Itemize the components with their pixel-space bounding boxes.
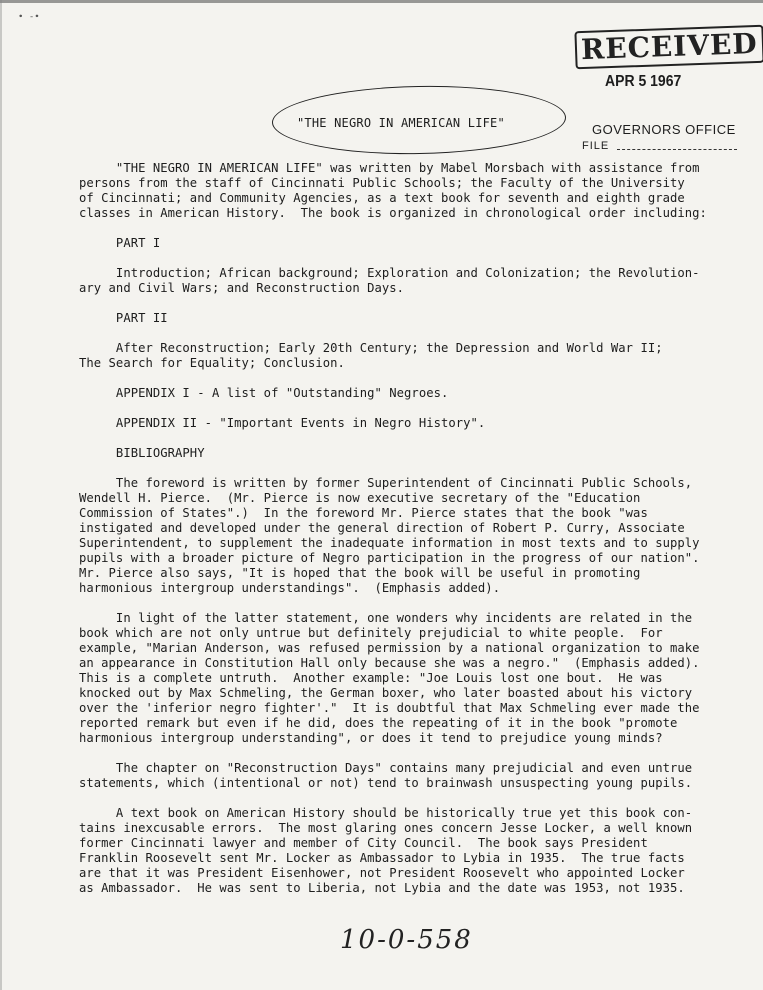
- body-line: of Cincinnati; and Community Agencies, as a text book for seventh and eighth grade: [79, 191, 685, 205]
- body-line: statements, which (intentional or not) tend to brainwash unsuspecting young pupils.: [79, 776, 693, 790]
- body-line: knocked out by Max Schmeling, the German boxer, who later boasted about his victory: [79, 686, 693, 700]
- body-line: [79, 596, 719, 611]
- body-line: BIBLIOGRAPHY: [79, 446, 205, 460]
- body-line: classes in American History. The book is organized in chronological order including:: [79, 206, 707, 220]
- body-line: [79, 221, 719, 236]
- body-line: an appearance in Constitution Hall only because she was a negro." (Emphasis added).: [79, 656, 700, 670]
- scan-left-edge: [0, 0, 2, 990]
- body-line: book which are not only untrue but definitely prejudicial to white people. For: [79, 626, 663, 640]
- body-line: The foreword is written by former Superintendent of Cincinnati Public Schools,: [79, 476, 693, 490]
- stamp-date: APR 5 1967: [605, 70, 682, 90]
- body-line: [79, 401, 719, 416]
- scan-marks: ∙ ‐∙: [18, 12, 40, 22]
- body-line: Commission of States".) In the foreword Mr. Pierce states that the book "was: [79, 506, 648, 520]
- body-line: over the 'inferior negro fighter'." It is doubtful that Max Schmeling ever made the: [79, 701, 700, 715]
- document-title: "THE NEGRO IN AMERICAN LIFE": [297, 116, 505, 130]
- body-line: pupils with a broader picture of Negro participation in the progress of our nation".: [79, 551, 700, 565]
- body-line: as Ambassador. He was sent to Liberia, not Lybia and the date was 1953, not 1935.: [79, 881, 685, 895]
- body-line: Wendell H. Pierce. (Mr. Pierce is now executive secretary of the "Education: [79, 491, 641, 505]
- body-line: Superintendent, to supplement the inadequate information in most texts and to supply: [79, 536, 700, 550]
- file-dash-line: [617, 149, 737, 150]
- body-line: APPENDIX II - "Important Events in Negro History".: [79, 416, 486, 430]
- body-line: ary and Civil Wars; and Reconstruction Days.: [79, 281, 405, 295]
- body-line: "THE NEGRO IN AMERICAN LIFE" was written by Mabel Morsbach with assistance from: [79, 161, 700, 175]
- body-line: [79, 326, 719, 341]
- body-line: [79, 251, 719, 266]
- body-line: Mr. Pierce also says, "It is hoped that the book will be useful in promoting: [79, 566, 641, 580]
- body-line: [79, 296, 719, 311]
- body-line: are that it was President Eisenhower, not President Roosevelt who appointed Locker: [79, 866, 685, 880]
- body-line: Franklin Roosevelt sent Mr. Locker as Ambassador to Lybia in 1935. The true facts: [79, 851, 685, 865]
- body-line: [79, 371, 719, 386]
- body-line: harmonious intergroup understandings". (Emphasis added).: [79, 581, 501, 595]
- body-line: Introduction; African background; Exploration and Colonization; the Revolution-: [79, 266, 700, 280]
- body-line: APPENDIX I - A list of "Outstanding" Negroes.: [79, 386, 449, 400]
- document-number: 10-0-558: [340, 925, 473, 955]
- scan-edge-line: [0, 0, 763, 3]
- body-line: In light of the latter statement, one wonders why incidents are related in the: [79, 611, 693, 625]
- body-line: tains inexcusable errors. The most glaring ones concern Jesse Locker, a well known: [79, 821, 693, 835]
- received-stamp: [575, 26, 759, 90]
- body-line: The chapter on "Reconstruction Days" contains many prejudicial and even untrue: [79, 761, 693, 775]
- body-line: PART I: [79, 236, 161, 250]
- body-line: After Reconstruction; Early 20th Century; the Depression and World War II;: [79, 341, 663, 355]
- body-line: The Search for Equality; Conclusion.: [79, 356, 345, 370]
- stamp-file: FILE: [582, 140, 610, 152]
- body-line: PART II: [79, 311, 168, 325]
- body-line: This is a complete untruth. Another example: "Joe Louis lost one bout. He was: [79, 671, 663, 685]
- body-line: A text book on American History should be historically true yet this book con-: [79, 806, 693, 820]
- body-line: harmonious intergroup understanding", or does it tend to prejudice young minds?: [79, 731, 663, 745]
- body-line: [79, 746, 719, 761]
- body-line: [79, 431, 719, 446]
- document-body: [79, 161, 719, 896]
- stamp-office: GOVERNORS OFFICE: [592, 122, 736, 137]
- body-line: instigated and developed under the general direction of Robert P. Curry, Associate: [79, 521, 685, 535]
- body-line: [79, 461, 719, 476]
- body-line: former Cincinnati lawyer and member of City Council. The book says President: [79, 836, 648, 850]
- body-line: [79, 791, 719, 806]
- body-line: persons from the staff of Cincinnati Public Schools; the Faculty of the University: [79, 176, 685, 190]
- body-line: example, "Marian Anderson, was refused permission by a national organization to make: [79, 641, 700, 655]
- stamp-received: RECEIVED: [574, 25, 763, 70]
- body-line: reported remark but even if he did, does the repeating of it in the book "promote: [79, 716, 678, 730]
